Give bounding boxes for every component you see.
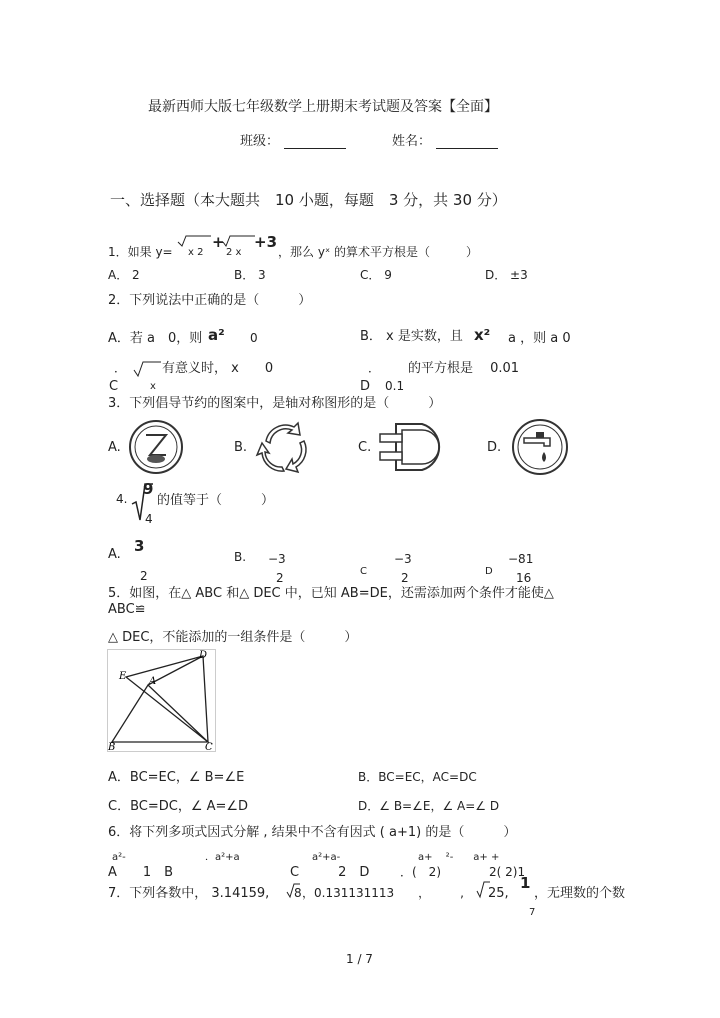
point-e-label: E (119, 671, 127, 682)
q4-d-denominator: 16 (516, 571, 532, 585)
q1-option-a: A． 2 (108, 268, 140, 282)
q4-option-a: A. (108, 547, 121, 562)
class-label: 班级： (240, 134, 280, 149)
q4-numerator: 9 (143, 480, 154, 498)
q2-option-a-value: 0 (250, 331, 258, 345)
q7-tail: ，无理数的个数 (534, 886, 626, 901)
q7-stem: 7．下列各数中， 3.14159, (108, 886, 270, 901)
q2-stem: 2．下列说法中正确的是（ ） (108, 293, 312, 308)
q5-option-a: A．BC=EC，∠ B=∠E (108, 770, 245, 785)
q4-a-numerator: 3 (134, 537, 145, 555)
q2-option-d-value: 0.1 (385, 379, 405, 393)
q6-option-cd-row: C 2 D (290, 865, 370, 880)
name-label: 姓名： (392, 134, 432, 149)
q6-option-b-expr: ．a²+a (205, 852, 240, 863)
q5-option-c: C．BC=DC，∠ A=∠D (108, 799, 249, 814)
q4-b-numerator: −3 (268, 552, 286, 566)
q4-c-denominator: 2 (401, 571, 409, 585)
q4-b-denominator: 2 (276, 571, 284, 585)
q2-option-c-x: x (150, 381, 156, 392)
q4-option-d: D (485, 566, 493, 577)
point-b-label: B (108, 742, 116, 753)
q5-stem-line2: ABC≌ (108, 602, 146, 617)
q2-option-c-dot: ． (114, 361, 127, 375)
q4-number: 4. (116, 492, 128, 506)
q2-option-d-dot: ． (368, 361, 381, 375)
q2-option-b-value: a ，则 a 0 (508, 331, 571, 346)
q6-option-c-expr: a²+a- (312, 852, 341, 863)
page-number: 1 / 7 (346, 952, 373, 966)
q5-stem-line3: △ DEC，不能添加的一组条件是（ ） (108, 630, 358, 645)
q5-option-b: B．BC=EC，AC=DC (358, 770, 477, 784)
q3-option-b: B. (234, 440, 248, 455)
q7-fraction-numerator: 1 (520, 874, 531, 892)
q3-stem: 3．下列倡导节约的图案中，是轴对称图形的是（ ） (108, 396, 442, 411)
q1-stem: 1．如果 y= (108, 245, 173, 259)
q7-radicand-8: 8 (294, 886, 302, 900)
q4-option-c: C (360, 566, 367, 577)
q4-tail: 的值等于（ ） (157, 493, 275, 508)
point-c-label: C (205, 742, 213, 753)
q1-plus3: +3 (254, 233, 278, 251)
q6-option-d-row: ．( 2) 2( 2)1 (400, 865, 526, 879)
q4-c-numerator: −3 (394, 552, 412, 566)
q2-option-d-letter: D (360, 379, 371, 394)
q3-option-c: C. (358, 440, 372, 455)
triangle-figure (107, 649, 217, 753)
section-heading: 一、选择题（本大题共 10 小题，每题 3 分，共 30 分） (110, 191, 507, 209)
q1-radicand-1: x 2 (188, 247, 204, 258)
q2-option-a-symbol: a² (208, 326, 225, 344)
q7-fraction-denominator: 7 (529, 907, 536, 918)
q3-option-d: D. (487, 440, 502, 455)
q6-option-d-expr: a+ ²- a+ + (418, 852, 500, 863)
q6-option-a-expr: a²- (112, 852, 126, 863)
power-plug-icon (378, 420, 452, 474)
q7-radicand-25: 25, (488, 886, 509, 901)
q2-option-a-text: A．若 a 0，则 (108, 331, 203, 346)
class-blank[interactable] (284, 148, 346, 149)
q5-stem-line1: 5．如图，在△ ABC 和△ DEC 中，已知 AB=DE，还需添加两个条件才能使△ (108, 586, 554, 601)
q4-d-numerator: −81 (508, 552, 534, 566)
point-d-label: D (199, 650, 208, 661)
water-tap-icon (510, 418, 570, 476)
q1-option-b: B． 3 (234, 268, 266, 282)
recycle-arrows-icon (254, 419, 314, 475)
sqrt-sign-icon (133, 360, 163, 380)
q5-option-d: D．∠ B=∠E，∠ A=∠ D (358, 799, 500, 813)
save-water-emblem-icon (128, 419, 184, 475)
q4-denominator: 4 (145, 512, 153, 526)
q3-option-a: A. (108, 440, 121, 455)
q2-option-d-text: 的平方根是 0.01 (408, 361, 520, 376)
q6-stem: 6．将下列多项式因式分解 , 结果中不含有因式 ( a+1) 的是（ ） (108, 825, 517, 840)
q1-tail: ，那么 yˣ 的算术平方根是（ ） (278, 245, 479, 259)
name-blank[interactable] (436, 148, 498, 149)
q4-a-denominator: 2 (140, 569, 148, 583)
q1-plus: + (212, 233, 225, 251)
q2-option-b-text: B． x 是实数，且 (360, 329, 463, 344)
point-a-label: A (149, 676, 157, 687)
q4-option-b: B. (234, 550, 247, 564)
q7-mid: ，0.131131113 ， , (302, 886, 464, 900)
document-title: 最新西师大版七年级数学上册期末考试题及答案【全面】 (148, 99, 498, 115)
q1-radicand-2: 2 x (226, 247, 242, 258)
q1-option-d: D． ±3 (485, 268, 528, 282)
q1-option-c: C． 9 (360, 268, 392, 282)
q6-option-ab-row: A 1 B (108, 865, 174, 880)
q2-option-b-symbol: x² (474, 326, 491, 344)
q2-option-c-letter: C (109, 379, 119, 394)
q2-option-c-text: 有意义时， x 0 (162, 361, 274, 376)
